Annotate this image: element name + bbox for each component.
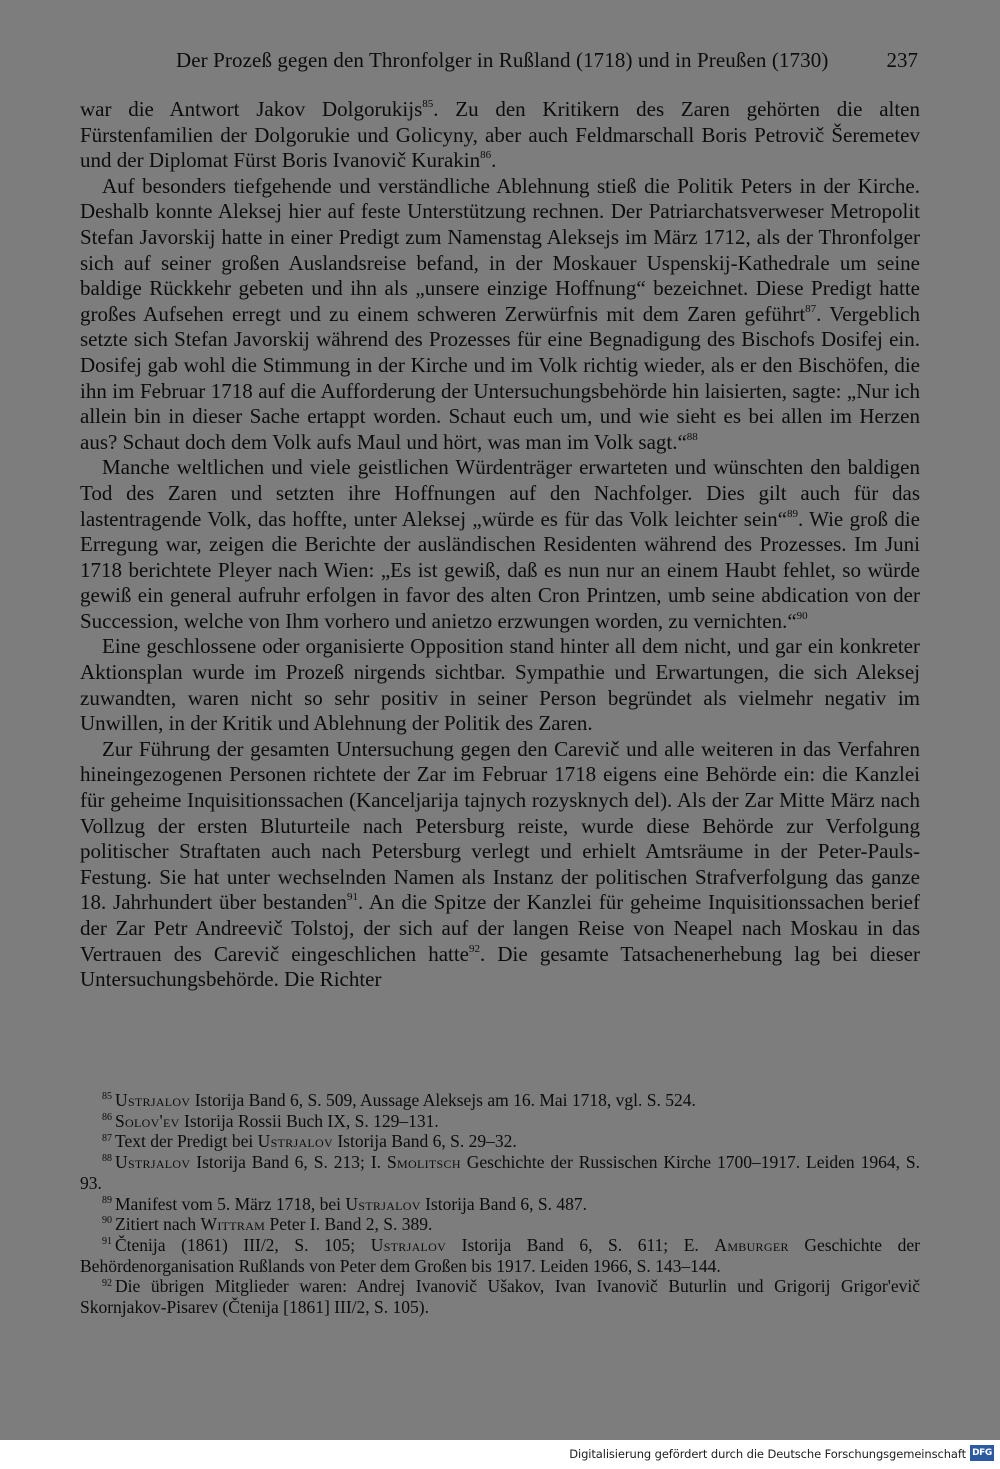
author-name: Amburger	[714, 1234, 789, 1255]
text-run: Manche weltlichen und viele geistlichen Würdenträger erwarteten und wünschten den baldigen Tod des Zaren und setzten ihre Hoffnungen auf den Nachfolger. Dies gilt auch für das lastentragende Volk, das hoffte, unter Aleksej „würde es für das Volk leichter sein“	[80, 455, 920, 531]
running-title: Der Prozeß gegen den Thronfolger in Rußland (1718) und in Preußen (1730)	[176, 48, 829, 72]
footnote-reference: 87	[805, 302, 817, 315]
text-run: . Wie groß die Erregung war, zeigen die Berichte der ausländischen Residenten während des Prozesses. Im Juni 1718 berichtete Pleyer nach Wien: „Es ist gewiß, daß es nun nur an einem Haubt fehlet, so würde gewiß ein general aufruhr erfolgen in favor des alten Cron Printzen, umb seine abdication von der Succession, welche von Ihm vorhero und anietzo erzwungen worden, zu vernichten.“	[80, 506, 921, 633]
author-name: Ustrjalov	[370, 1234, 447, 1255]
text-run: . Die gesamte Tatsachenerhebung lag bei dieser Untersuchungsbehörde. Die Richter	[80, 941, 920, 992]
footnote-number: 86	[102, 1111, 112, 1123]
footnote-reference: 85	[422, 98, 434, 110]
text-run: Auf besonders tiefgehende und verständliche Ablehnung stieß die Politik Peters in der Kirche. Deshalb konnte Aleksej hier auf feste Unterstützung rechnen. Der Patriarchatsverweser Metropolit Stefan Javorskij hatte in einer Predigt zum Namenstag Aleksejs im März 1712, als der Thronfolger sich auf seiner großen Auslandsreise befand, in der Moskauer Uspenskij-Kathedrale um seine baldige Rückkehr gebeten und ihn als „unsere einzige Hoffnung“ bezeichnet. Diese Predigt hatte großes Aufsehen erregt und zu einem schweren Zerwürfnis mit dem Zaren geführt	[80, 173, 920, 326]
text-run: Eine geschlossene oder organisierte Opposition stand hinter all dem nicht, und gar ein konkreter Aktionsplan wurde im Prozeß nirgends sichtbar. Sympathie und Erwartungen, die sich Aleksej zuwandten, waren nicht so sehr positiv in seiner Person begründet als vielmehr negativ im Unwillen, in der Kritik und Ablehnung der Politik des Zaren.	[80, 634, 920, 736]
text-run: Zitiert nach	[115, 1214, 201, 1235]
footnote-number: 91	[102, 1236, 112, 1248]
dfg-logo: DFG	[970, 1445, 994, 1461]
text-run: war die Antwort Jakov Dolgorukijs	[80, 97, 423, 121]
text-run: . An die Spitze der Kanzlei für geheime Inquisitionssachen berief der Zar Petr Andreevič Tolstoj, der sich auf der langen Reise von Neapel nach Moskau in das Vertrauen des Carevič eingeschlichen hatte	[80, 890, 921, 966]
footnote	[80, 1235, 920, 1276]
text-run: Istorija Band 6, S. 29–32.	[332, 1131, 517, 1152]
running-header	[80, 44, 918, 76]
author-name: Solov'ev	[115, 1110, 180, 1131]
footnote	[80, 1276, 920, 1317]
text-run: Zur Führung der gesamten Untersuchung gegen den Carevič und alle weiteren in das Verfahren hineingezogenen Personen richtete der Zar im Februar 1718 eigens eine Behörde ein: die Kanzlei für geheime Inquisitionssachen (Kanceljarija tajnych rozysknych del). Als der Zar Mitte März nach Vollzug der ersten Bluturteile nach Petersburg reiste, wurde diese Behörde zur Verfolgung politischer Straftaten auch nach Petersburg verlegt und erhielt Amtsräume in der Peter-Pauls-Festung. Sie hat unter wechselnden Namen als Instanz der politischen Strafverfolgung das ganze 18. Jahrhundert über bestanden	[80, 736, 920, 915]
text-run: Istorija Rossii Buch IX, S. 129–131.	[179, 1110, 439, 1131]
digitization-credit-bar	[0, 1440, 1000, 1469]
footnote-number: 92	[102, 1277, 112, 1289]
author-name: Ustrjalov	[345, 1193, 421, 1214]
footnote-reference: 89	[786, 507, 798, 520]
footnote-number: 89	[102, 1194, 112, 1206]
footnote-number: 85	[102, 1091, 112, 1103]
text-run: Peter I. Band 2, S. 389.	[265, 1214, 433, 1235]
text-run: Manifest vom 5. März 1718, bei	[115, 1193, 346, 1214]
footnote-number: 90	[102, 1215, 112, 1227]
footnote	[80, 1090, 920, 1111]
footnote-number: 88	[102, 1153, 112, 1165]
text-run: Die übrigen Mitglieder waren: Andrej Ivanovič Ušakov, Ivan Ivanovič Buturlin und Grigorij Grigor'evič Skornjakov-Pisarev (Čtenija [1861] III/2, S. 105).	[80, 1276, 920, 1318]
paragraph	[80, 97, 920, 174]
author-name: Smolitsch	[387, 1152, 461, 1173]
paragraph	[80, 737, 920, 993]
footnote	[80, 1131, 920, 1152]
footnote-reference: 90	[796, 609, 808, 622]
text-run: Geschichte der Behördenorganisation Rußlands von Peter dem Großen bis 1917. Leiden 1966, S. 143–144.	[80, 1234, 920, 1276]
text-run: Istorija Band 6, S. 509, Aussage Aleksejs am 16. Mai 1718, vgl. S. 524.	[190, 1090, 696, 1110]
body-text	[80, 97, 920, 993]
paragraph	[80, 455, 920, 634]
text-run: Istorija Band 6, S. 213; I.	[190, 1152, 388, 1173]
footnote-reference: 86	[480, 149, 492, 162]
footnote-reference: 91	[347, 891, 359, 904]
author-name: Ustrjalov	[115, 1090, 191, 1110]
footnote-number: 87	[102, 1132, 112, 1144]
text-run: Čtenija (1861) III/2, S. 105;	[115, 1234, 371, 1255]
footnote	[80, 1214, 920, 1235]
footnote	[80, 1194, 920, 1215]
text-run: Geschichte der Russischen Kirche 1700–1917. Leiden 1964, S. 93.	[80, 1152, 920, 1193]
author-name: Ustrjalov	[115, 1152, 191, 1173]
credit-text: Digitalisierung gefördert durch die Deutsche Forschungsgemeinschaft	[569, 1447, 966, 1461]
text-run: .	[491, 148, 497, 173]
author-name: Wittram	[200, 1214, 266, 1235]
text-run: Text der Predigt bei	[115, 1131, 258, 1152]
paragraph	[80, 174, 920, 456]
text-run: . Zu den Kritikern des Zaren gehörten die alten Fürstenfamilien der Dolgorukie und Golicyny, aber auch Feldmarschall Boris Petrovič Šeremetev und der Diplomat Fürst Boris Ivanovič Kurakin	[80, 97, 921, 173]
page-number: 237	[886, 48, 918, 72]
text-run: Istorija Band 6, S. 611; E.	[446, 1234, 715, 1255]
author-name: Ustrjalov	[257, 1131, 333, 1152]
footnote	[80, 1152, 920, 1193]
text-run: . Vergeblich setzte sich Stefan Javorskij während des Prozesses für eine Begnadigung des Bischofs Dosifej ein. Dosifej gab wohl die Stimmung in der Kirche und im Volk richtig wieder, als er den Bischöfen, die ihn im Februar 1718 auf die Aufforderung der Untersuchungsbehörde hin laisierten, sagte: „Nur ich allein bin in dieser Sache ertappt worden. Schaut euch um, und wie sieht es bei allen im Herzen aus? Schaut doch dem Volk aufs Maul und hört, was man im Volk sagt.“	[80, 301, 920, 454]
footnote-reference: 88	[686, 430, 698, 443]
footnote-reference: 92	[469, 942, 481, 955]
footnotes	[80, 1090, 920, 1318]
footnote	[80, 1111, 920, 1132]
text-run: Istorija Band 6, S. 487.	[420, 1193, 587, 1214]
paragraph	[80, 634, 920, 736]
